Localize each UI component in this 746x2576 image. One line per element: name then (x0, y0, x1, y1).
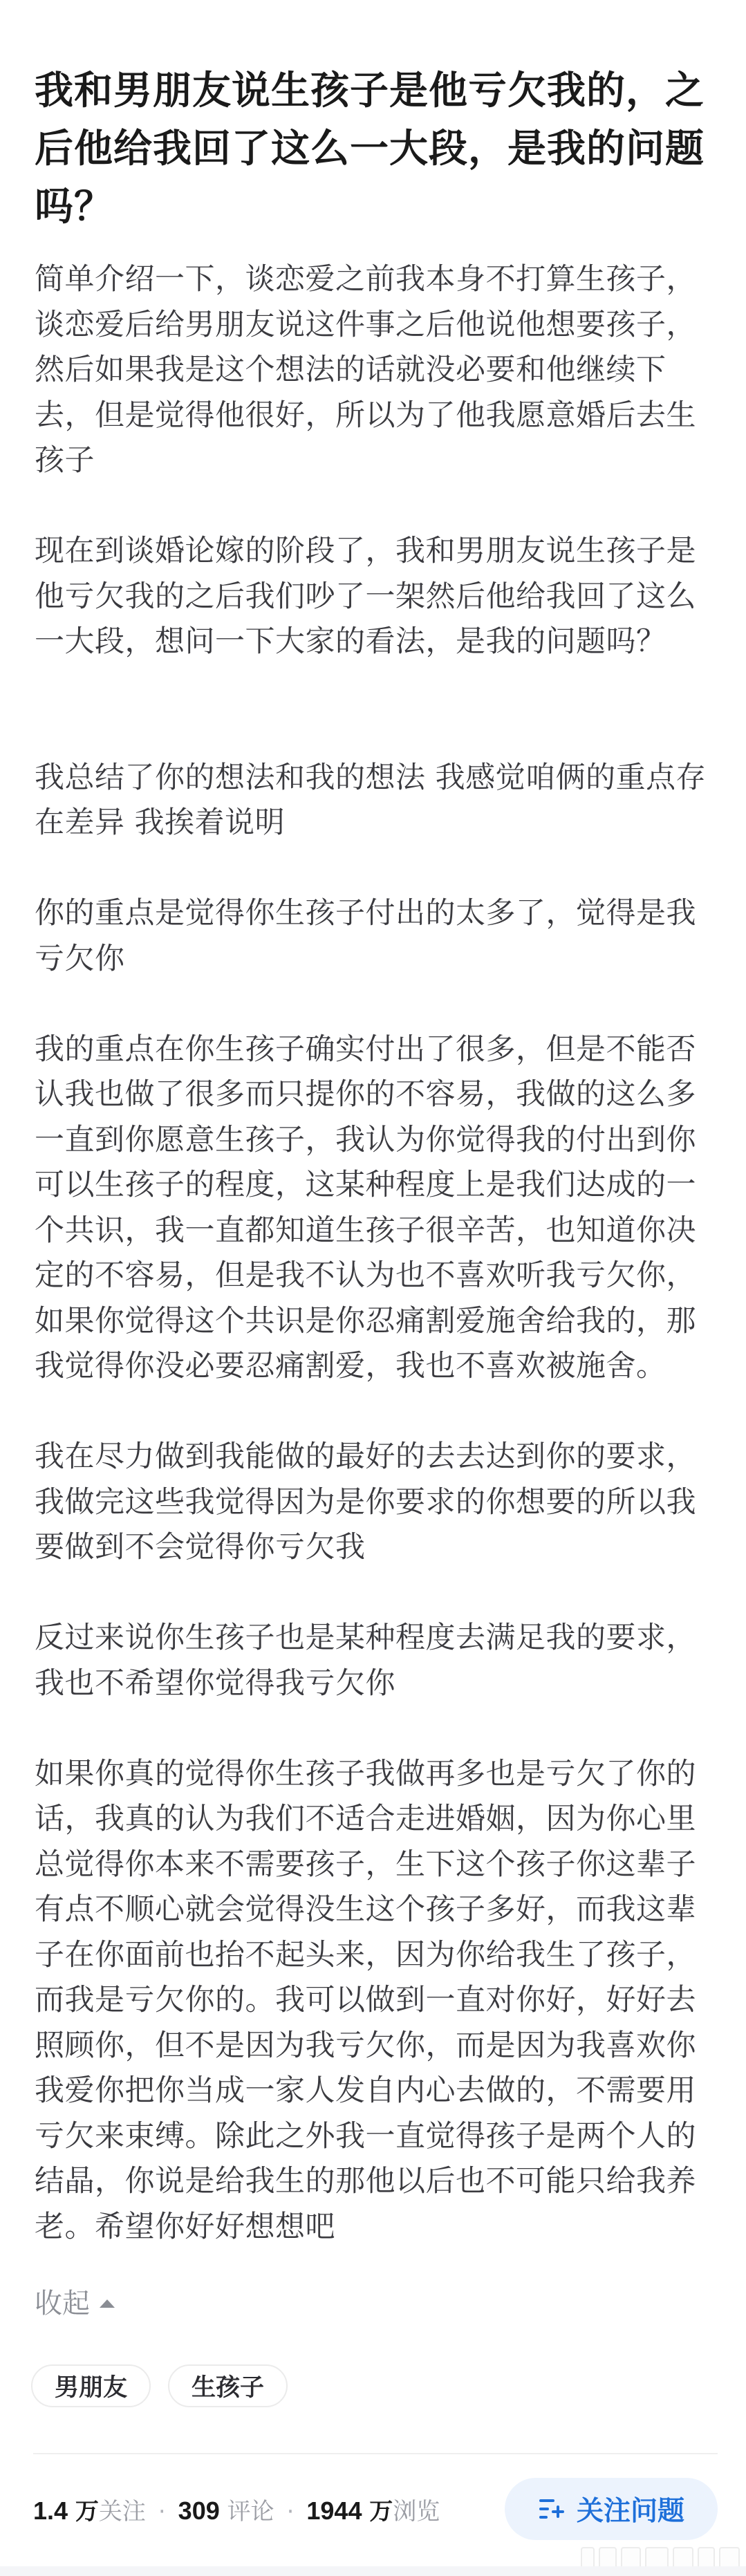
follow-question-button[interactable] (505, 2478, 718, 2540)
description-paragraph: 反过来说你生孩子也是某种程度去满足我的要求，我也不希望你觉得我亏欠你 (35, 1621, 696, 1701)
divider (33, 2453, 718, 2454)
tag-having-children[interactable]: 生孩子 (168, 2364, 288, 2407)
description-paragraph: 我在尽力做到我能做的最好的去去达到你的要求，我做完这些我觉得因为是你要求的你想要的所以我要做到不会觉得你亏欠我 (35, 1439, 696, 1565)
description-paragraph: 如果你真的觉得你生孩子我做再多也是亏欠了你的话，我真的认为我们不适合走进婚姻，因为你心里总觉得你本来不需要孩子，生下这个孩子你这辈子有点不顺心就会觉得没生这个孩子多好，而我这辈子在你面前也抬不起头来，因为你给我生了孩子，而我是亏欠你的。我可以做到一直对你好，好好去照顾你，但不是因为我亏欠你，而是因为我喜欢你我爱你把你当成一家人发自内心去做的，不需要用亏欠来束缚。除此之外我一直觉得孩子是两个人的结晶，你说是给我生的那他以后也不可能只给我养老。希望你好好想想吧 (35, 1756, 696, 2244)
views-label: 浏览 (393, 2498, 440, 2526)
follow-list-plus-icon (538, 2496, 566, 2521)
question-title: 我和男朋友说生孩子是他亏欠我的，之后他给我回了这么一大段，是我的问题吗？ (35, 68, 705, 230)
description-paragraph: 我的重点在你生孩子确实付出了很多，但是不能否认我也做了很多而只提你的不容易，我做的这么多一直到你愿意生孩子，我认为你觉得我的付出到你可以生孩子的程度，这某种程度上是我们达成的一个共识，我一直都知道生孩子很辛苦，也知道你决定的不容易，但是我不认为也不喜欢听我亏欠你，如果你觉得这个共识是你忍痛割爱施舍给我的，那我觉得你没必要忍痛割爱，我也不喜欢被施舍。 (35, 1032, 696, 1383)
follow-question-label: 关注问题 (576, 2496, 684, 2527)
comments-label: 评论 (227, 2498, 274, 2526)
views-unit: 万 (369, 2498, 393, 2526)
followers-count: 1.4 (33, 2496, 68, 2525)
comments-count: 309 (178, 2496, 220, 2525)
followers-label: 关注 (98, 2498, 146, 2526)
description-paragraph: 现在到谈婚论嫁的阶段了，我和男朋友说生孩子是他亏欠我的之后我们吵了一架然后他给我回了这么一大段，想问一下大家的看法，是我的问题吗？ (35, 534, 696, 659)
collapse-label: 收起 (35, 2288, 90, 2320)
views-count: 1944 (306, 2496, 362, 2525)
followers-unit: 万 (75, 2498, 99, 2526)
description-paragraph: 我总结了你的想法和我的想法 我感觉咱俩的重点存在差异 我挨着说明 (35, 760, 707, 840)
question-description (35, 257, 709, 2250)
tag-boyfriend[interactable]: 男朋友 (31, 2364, 151, 2407)
separator-dot: · (286, 2498, 295, 2526)
bottom-band (0, 2566, 746, 2576)
topic-tags (31, 2364, 288, 2407)
separator-dot: · (158, 2498, 166, 2526)
question-stats (33, 2496, 440, 2527)
triangle-up-icon (100, 2299, 115, 2308)
collapse-button[interactable] (35, 2287, 115, 2320)
description-paragraph: 你的重点是觉得你生孩子付出的太多了，觉得是我亏欠你 (35, 896, 696, 976)
description-paragraph: 简单介绍一下，谈恋爱之前我本身不打算生孩子，谈恋爱后给男朋友说这件事之后他说他想要孩子，然后如果我是这个想法的话就没必要和他继续下去，但是觉得他很好，所以为了他我愿意婚后去生孩子 (35, 262, 696, 478)
